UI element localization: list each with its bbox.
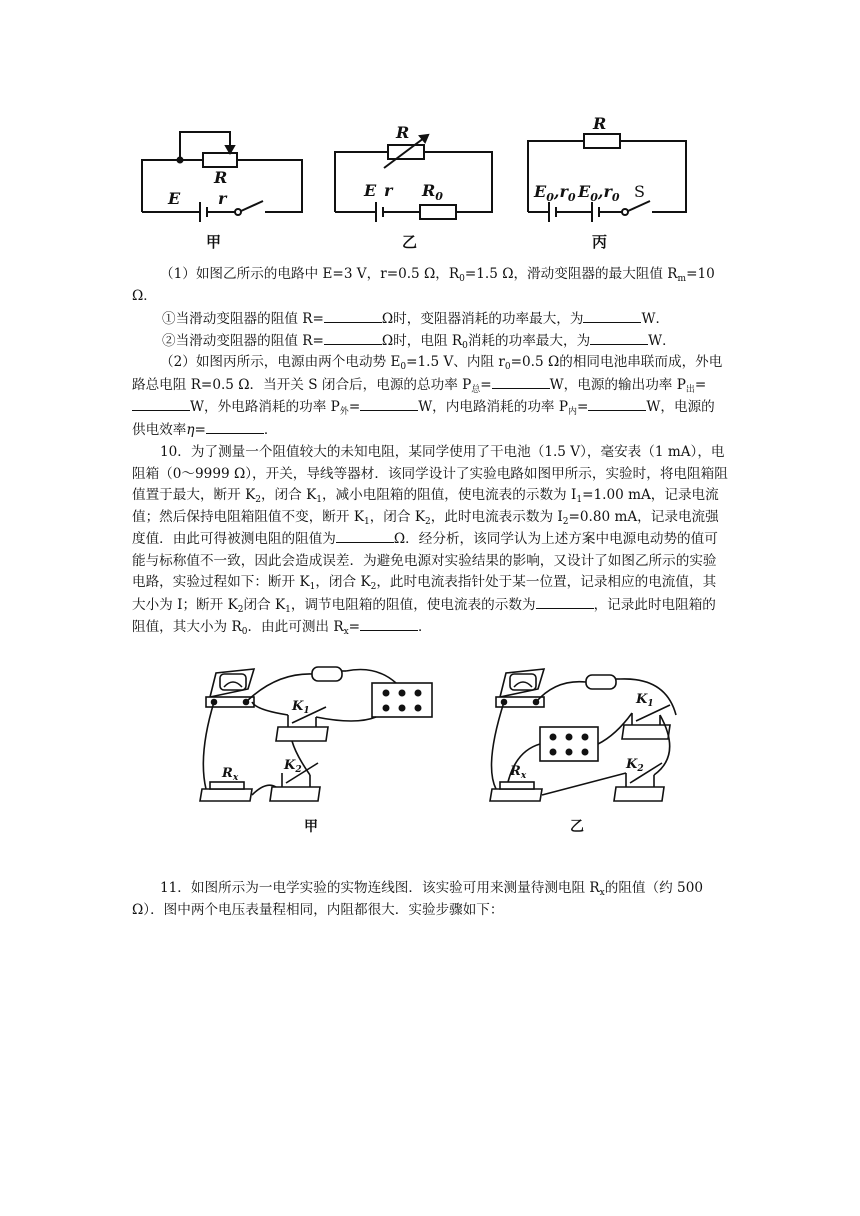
answer-blank[interactable] xyxy=(360,616,418,631)
answer-blank[interactable] xyxy=(588,396,646,411)
answer-blank[interactable] xyxy=(324,330,382,345)
apparatus-yi xyxy=(486,655,686,840)
label-Rx-jia: $R_x$ xyxy=(222,766,239,783)
caption-jia: 甲 xyxy=(206,233,222,251)
answer-blank[interactable] xyxy=(590,330,648,345)
label-E0r0-first: $E_0,r_0$ xyxy=(534,182,576,204)
apparatus-jia xyxy=(196,655,446,840)
q9-part1: （1）如图乙所示的电路中 E=3 V，r=0.5 Ω，$R_0=1.5$ Ω，滑动变阻器的最大阻值 $R_m=10$ Ω． xyxy=(132,266,715,304)
label-Rx-yi: $R_x$ xyxy=(510,764,527,781)
label-S-bing: S xyxy=(634,182,645,201)
answer-blank[interactable] xyxy=(206,419,264,434)
label-R-bing: R xyxy=(593,114,607,133)
answer-blank[interactable] xyxy=(132,396,190,411)
label-R0-yi: $R_0$ xyxy=(422,181,443,203)
answer-blank[interactable] xyxy=(360,396,418,411)
caption-bing: 丙 xyxy=(592,233,608,251)
label-r-yi: r xyxy=(384,181,393,200)
circuit-yi xyxy=(335,135,492,222)
circuit-diagrams xyxy=(130,110,730,260)
q10-text: 10．为了测量一个阻值较大的未知电阻，某同学使用了干电池（1.5 V），毫安表（1 mA），电阻箱（0～9999 Ω），开关，导线等器材．该同学设计了实验电路如图甲所示，实验时，将电阻箱阻值置于最大，断开 $K_2$，闭合 $K_1$，减小电阻箱的阻值，使电流表的示数为 $I_1=1.00$ mA，记录电流值；然后保持电阻箱阻值不变，断开 $K_1$，闭合 $K_2$，此时电流表示数为 $I_2=0.80$ mA，记录电流强度值．由此可得被测电阻的阻值为 Ω．经分析，该同学认为上述方案中电源电动势的值可能与标称值不一致，因此会造成误差．为避免电源对实验结果的影响，又设计了如图乙所示的实验电路，实验过程如下：断开 $K_1$，闭合 $K_2$，此时电流表指针处于某一位置，记录相应的电流值，其大小为 I；断开 $K_2$闭合 $K_1$，调节电阻箱的阻值，使电流表的示数为 ，记录此时电阻箱的阻值，其大小为 $R_0$．由此可测出 $R_x=$ ． xyxy=(132,444,728,637)
label-E-yi: E xyxy=(364,181,377,200)
caption-yi: 乙 xyxy=(402,233,418,251)
answer-blank[interactable] xyxy=(492,374,550,389)
caption-apparatus-jia: 甲 xyxy=(304,819,318,835)
label-E0r0-second: $E_0,r_0$ xyxy=(578,182,620,204)
label-E-jia: E xyxy=(168,189,181,208)
q9-item1: ①当滑动变阻器的阻值 R= Ω时，变阻器消耗的功率最大，为 W． xyxy=(132,308,728,331)
label-K1-yi: $K_1$ xyxy=(636,692,654,709)
q9-item2: ②当滑动变阻器的阻值 R= Ω时，电阻 $R_0$消耗的功率最大，为 W． xyxy=(132,330,728,353)
label-R-jia: R xyxy=(214,168,228,187)
label-r-jia: r xyxy=(218,189,227,208)
label-K1-jia: $K_1$ xyxy=(292,699,310,716)
answer-blank[interactable] xyxy=(583,308,641,323)
label-K2-jia: $K_2$ xyxy=(284,758,302,775)
circuit-bing xyxy=(528,134,686,222)
q9-part2: （2）如图丙所示，电源由两个电动势 $E_0=1.5$ V、内阻 $r_0=0.5$ Ω的相同电池串联而成，外电路总电阻 R=0.5 Ω．当开关 S 闭合后，电源的总功率 $P_总= W$，电源的输出功率 $P_出=W$，外电路消耗的功率 $P_外= W$，内电路消耗的功率 $P_内= W$，电源的供电效率η= ． xyxy=(132,354,723,438)
label-R-yi: R xyxy=(396,123,410,142)
answer-blank[interactable] xyxy=(336,528,394,543)
answer-blank[interactable] xyxy=(324,308,382,323)
caption-apparatus-yi: 乙 xyxy=(570,819,584,835)
q11-text: 11．如图所示为一电学实验的实物连线图．该实验可用来测量待测电阻 $R_x$的阻值（约 500 Ω）．图中两个电压表量程相同，内阻都很大．实验步骤如下： xyxy=(132,880,703,918)
label-K2-yi: $K_2$ xyxy=(626,757,644,774)
answer-blank[interactable] xyxy=(536,594,594,609)
